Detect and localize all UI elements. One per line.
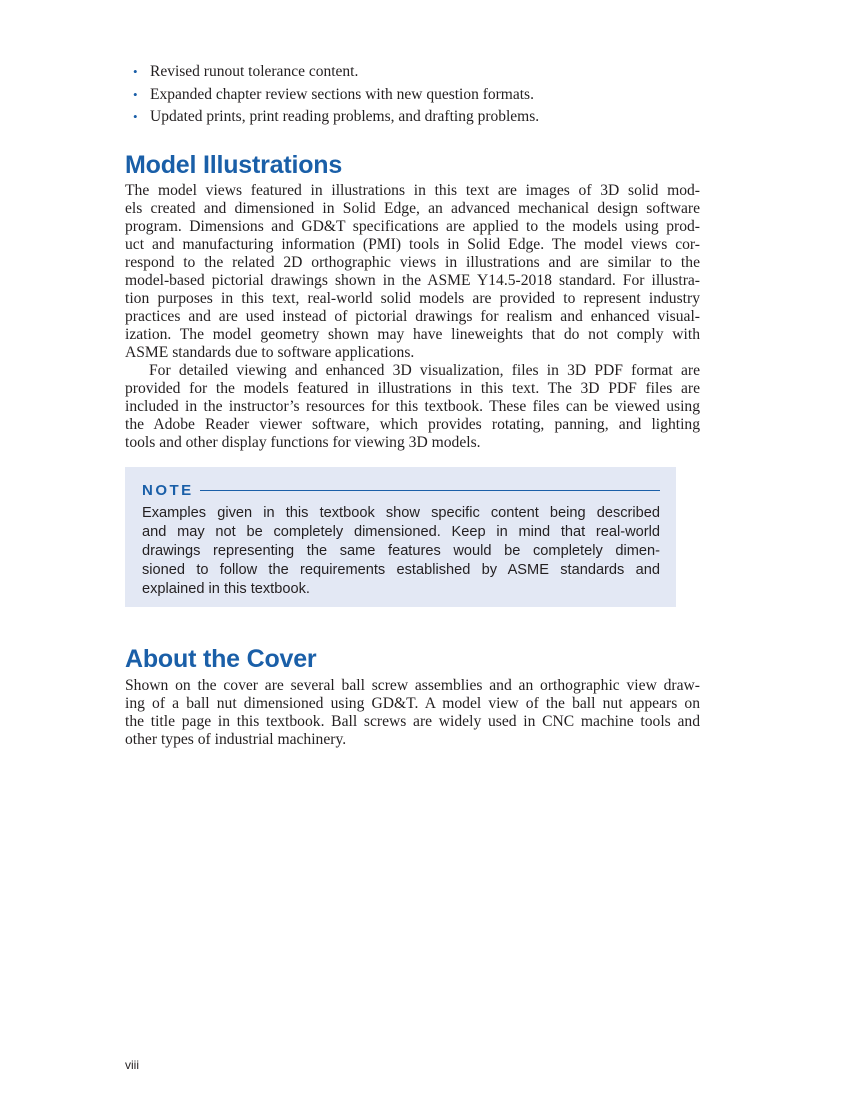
text-line: other types of industrial machinery. bbox=[125, 731, 347, 748]
text-line: included in the instructor’s resources for this textbook. These files can be viewed using bbox=[125, 398, 700, 415]
text-line: program. Dimensions and GD&T specifications are applied to the models using prod- bbox=[125, 218, 700, 235]
text-line: provided for the models featured in illustrations in this text. The 3D PDF files are bbox=[125, 380, 700, 397]
text-line: For detailed viewing and enhanced 3D visualization, files in 3D PDF format are bbox=[149, 362, 700, 379]
note-text bbox=[142, 504, 660, 599]
list-item-text: Updated prints, print reading problems, and drafting problems. bbox=[150, 108, 540, 125]
text-line: the Adobe Reader viewer software, which provides rotating, panning, and lighting bbox=[125, 416, 700, 433]
section-heading: About the Cover bbox=[125, 645, 317, 673]
text-line: uct and manufacturing information (PMI) tools in Solid Edge. The model views cor- bbox=[125, 236, 700, 253]
page-number: viii bbox=[125, 1058, 139, 1072]
list-item bbox=[133, 106, 539, 129]
paragraph bbox=[125, 362, 700, 452]
text-line: els created and dimensioned in Solid Edge, an advanced mechanical design software bbox=[125, 200, 700, 217]
text-line: tools and other display functions for viewing 3D models. bbox=[125, 434, 481, 451]
bullet-list bbox=[133, 61, 539, 129]
text-line: tion purposes in this text, real-world solid models are provided to represent industry bbox=[125, 290, 700, 307]
bullet-icon: • bbox=[133, 64, 138, 79]
note-title: NOTE bbox=[142, 482, 194, 499]
note-header bbox=[142, 482, 660, 499]
bullet-icon: • bbox=[133, 86, 138, 102]
text-line: ASME standards due to software applications. bbox=[125, 344, 415, 361]
text-line: drawings representing the same features would be completely dimen- bbox=[142, 543, 660, 559]
text-line: model-based pictorial drawings shown in the ASME Y14.5-2018 standard. For illustra- bbox=[125, 272, 700, 289]
text-line: ization. The model geometry shown may have lineweights that do not comply with bbox=[125, 326, 700, 343]
list-item bbox=[133, 61, 539, 84]
note-box bbox=[125, 467, 676, 607]
text-line: The model views featured in illustrations in this text are images of 3D solid mod- bbox=[125, 182, 700, 199]
divider bbox=[200, 490, 660, 491]
text-line: ing of a ball nut dimensioned using GD&T. A model view of the ball nut appears on bbox=[125, 695, 700, 712]
list-item bbox=[133, 84, 539, 107]
text-line: explained in this textbook. bbox=[142, 581, 310, 597]
paragraph bbox=[125, 182, 700, 362]
list-item-text: Revised runout tolerance content. bbox=[150, 63, 359, 80]
text-line: and may not be completely dimensioned. Keep in mind that real-world bbox=[142, 524, 660, 540]
bullet-icon: • bbox=[133, 109, 138, 124]
text-line: Shown on the cover are several ball screw assemblies and an orthographic view draw- bbox=[125, 677, 700, 694]
text-line: sioned to follow the requirements established by ASME standards and bbox=[142, 562, 660, 578]
text-line: practices and are used instead of pictorial drawings for realism and enhanced visual- bbox=[125, 308, 700, 325]
paragraph bbox=[125, 677, 700, 749]
text-line: Examples given in this textbook show specific content being described bbox=[142, 505, 660, 521]
text-line: respond to the related 2D orthographic views in illustrations and are similar to the bbox=[125, 254, 700, 271]
section-heading: Model Illustrations bbox=[125, 151, 343, 179]
list-item-text: Expanded chapter review sections with new question formats. bbox=[150, 85, 534, 103]
text-line: the title page in this textbook. Ball screws are widely used in CNC machine tools and bbox=[125, 713, 700, 730]
